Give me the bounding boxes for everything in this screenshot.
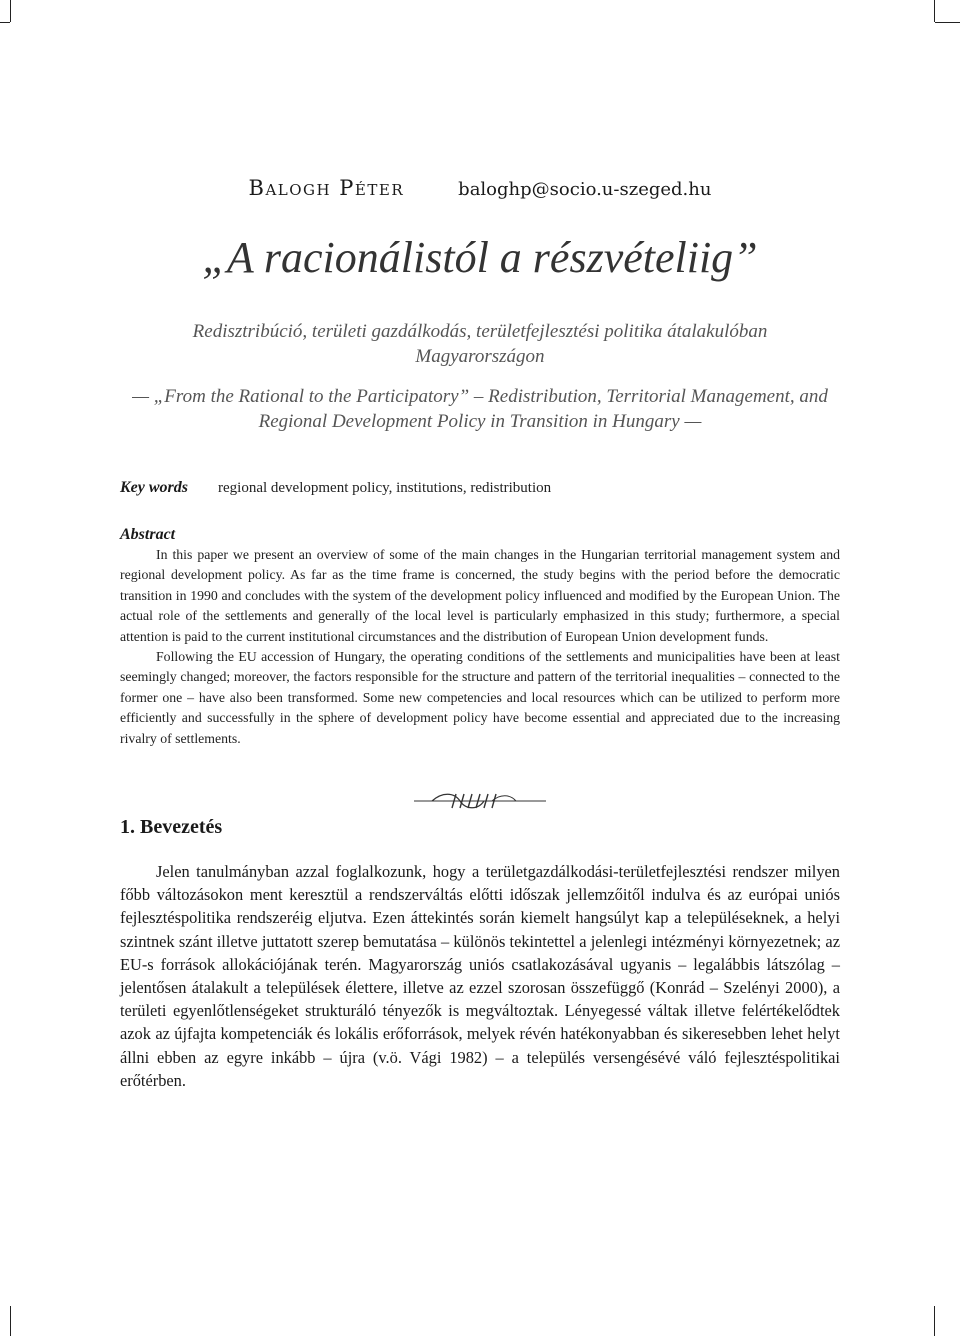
crop-mark-top-right-h: [935, 22, 960, 23]
crop-mark-bottom-left: [10, 1306, 11, 1336]
crop-mark-top-right: [934, 0, 935, 22]
body-paragraph: Jelen tanulmányban azzal foglalkozunk, hogy a területgazdálkodási-területfejlesztési rendszer milyen főbb változásokon ment keresztül a rendszerváltás előtti időszak jellemzőitől indulva és az európai uniós fejlesztéspolitika rendszeréig eljutva. Ezen áttekintés során kiemelt hangsúlyt kap a településeknek, a helyi szintnek szánt illetve juttatott szerep bemutatása – különös tekintettel a jelenlegi intézményi környezetnek; az EU-s források allokációjának terén. Magyarország uniós csatlakozásával ugyanis – legalábbis látszólag – jelentősen átalakult a települések élettere, illetve az ezzel szorosan összefüggő (Konrád – Szelényi 2000), a területi egyenlőtlenségeket strukturáló tényezők is megváltoztak. Lényegessé váltak illetve felértékelődtek azok az újfajta kompetenciák és lokális erőforrások, melyek révén hatékonyabban és sikeresebben lehet helyt állni ebben az egyre inkább – újra (v.ö. Vági 1982) – a település versengésévé váló fejlesztéspolitikai erőtérben.: [120, 862, 840, 1090]
author-name: Balogh Péter: [248, 176, 405, 200]
keywords-label: Key words: [120, 479, 188, 496]
abstract-paragraph: Following the EU accession of Hungary, the operating conditions of the settlements and municipalities have been at least seemingly changed; moreover, the factors responsible for the structure and pattern of the territorial inequalities – connected to the former one – have also been transformed. Some new competencies and local resources which can be utilized to perform more efficiently and successfully in the sphere of development policy have become essential and appreciated due to the increasing rivalry of settlements.: [120, 649, 840, 746]
crop-mark-top-left-h: [0, 22, 10, 23]
abstract-label: Abstract: [120, 526, 176, 543]
section-body: [120, 860, 840, 1092]
paper-title: „A racionálistól a részvételiig”: [202, 233, 758, 282]
english-title: — „From the Rational to the Participatory” – Redistribution, Territorial Management, and Regional Development Policy in Transition in Hungary —: [132, 386, 828, 432]
crop-mark-top-left: [10, 0, 11, 22]
keywords-text: regional development policy, institutions, redistribution: [218, 480, 552, 496]
paper-subtitle: Redisztribúció, területi gazdálkodás, területfejlesztési politika átalakulóban Magyarországon: [192, 321, 768, 367]
author-email: baloghp@socio.u-szeged.hu: [458, 179, 712, 200]
abstract-body: [120, 545, 840, 749]
author-line: [0, 176, 960, 200]
section-heading: 1. Bevezetés: [120, 816, 223, 838]
ornament-divider: [412, 788, 548, 814]
crop-mark-bottom-right: [934, 1306, 935, 1336]
abstract-paragraph: In this paper we present an overview of some of the main changes in the Hungarian territorial management system and regional development policy. As far as the time frame is concerned, the study begins with the period before the democratic transition in 1990 and concludes with the system of the development policy influenced and modified by the European Union. The actual role of the settlements and generally of the local level is particularly emphasized in this study; furthermore, a special attention is paid to the current institutional circumstances and the distribution of European Union development funds.: [120, 547, 840, 644]
